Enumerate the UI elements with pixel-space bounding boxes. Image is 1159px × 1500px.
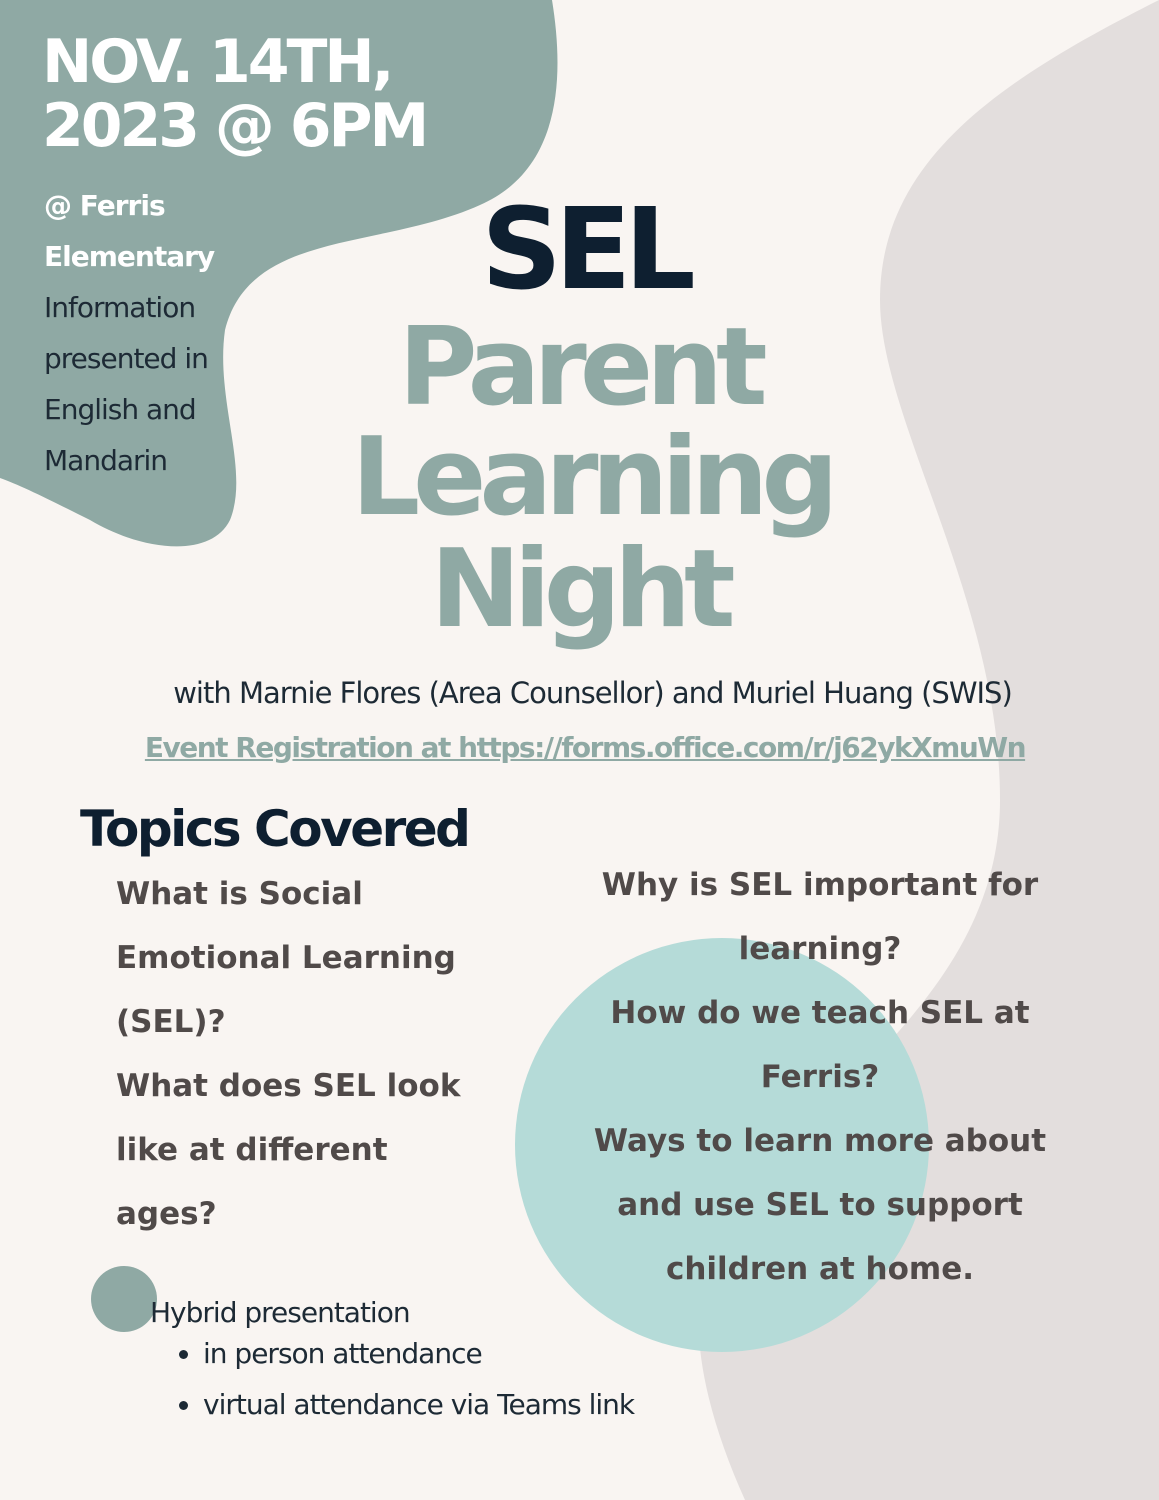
topic-line: and use SEL to support xyxy=(617,1187,1023,1223)
registration-link[interactable]: Event Registration at https://forms.office.com/r/j62ykXmuWn xyxy=(144,731,1026,764)
title-learning: Learning xyxy=(351,415,832,540)
title-sel: SEL xyxy=(481,185,689,315)
format-heading: Hybrid presentation xyxy=(150,1296,410,1329)
format-item: • in person attendance xyxy=(203,1328,634,1379)
topics-right xyxy=(570,853,1070,1301)
sage-dot xyxy=(91,1266,157,1332)
language-line: Mandarin xyxy=(44,444,168,477)
format-list xyxy=(165,1328,634,1430)
location-line: Elementary xyxy=(44,240,215,273)
language-line: presented in xyxy=(44,342,208,375)
topics-heading: Topics Covered xyxy=(80,800,469,858)
topic-line: like at different xyxy=(116,1132,388,1168)
topic-line: Emotional Learning xyxy=(116,940,456,976)
date-line: NOV. 14TH, xyxy=(42,27,392,97)
topic-line: Ways to learn more about xyxy=(593,1123,1047,1159)
topic-line: How do we teach SEL at xyxy=(610,995,1030,1031)
format-item: • virtual attendance via Teams link xyxy=(203,1379,634,1430)
title-parent: Parent xyxy=(398,305,761,430)
topics-left xyxy=(116,862,506,1246)
presenters: with Marnie Flores (Area Counsellor) and Muriel Huang (SWIS) xyxy=(173,676,1012,710)
topic-line: (SEL)? xyxy=(116,1004,226,1040)
title-night: Night xyxy=(430,527,729,652)
time-line: 2023 @ 6PM xyxy=(42,91,427,161)
topic-line: children at home. xyxy=(665,1251,975,1287)
topic-line: What does SEL look xyxy=(116,1068,461,1104)
location-line: @ Ferris xyxy=(44,189,165,222)
topic-line: learning? xyxy=(738,931,902,967)
language-line: Information xyxy=(44,291,196,324)
language-line: English and xyxy=(44,393,196,426)
topic-line: What is Social xyxy=(116,876,363,912)
topic-line: ages? xyxy=(116,1196,217,1232)
topic-line: Why is SEL important for xyxy=(601,867,1039,903)
event-date xyxy=(42,27,427,161)
topic-line: Ferris? xyxy=(760,1059,880,1095)
